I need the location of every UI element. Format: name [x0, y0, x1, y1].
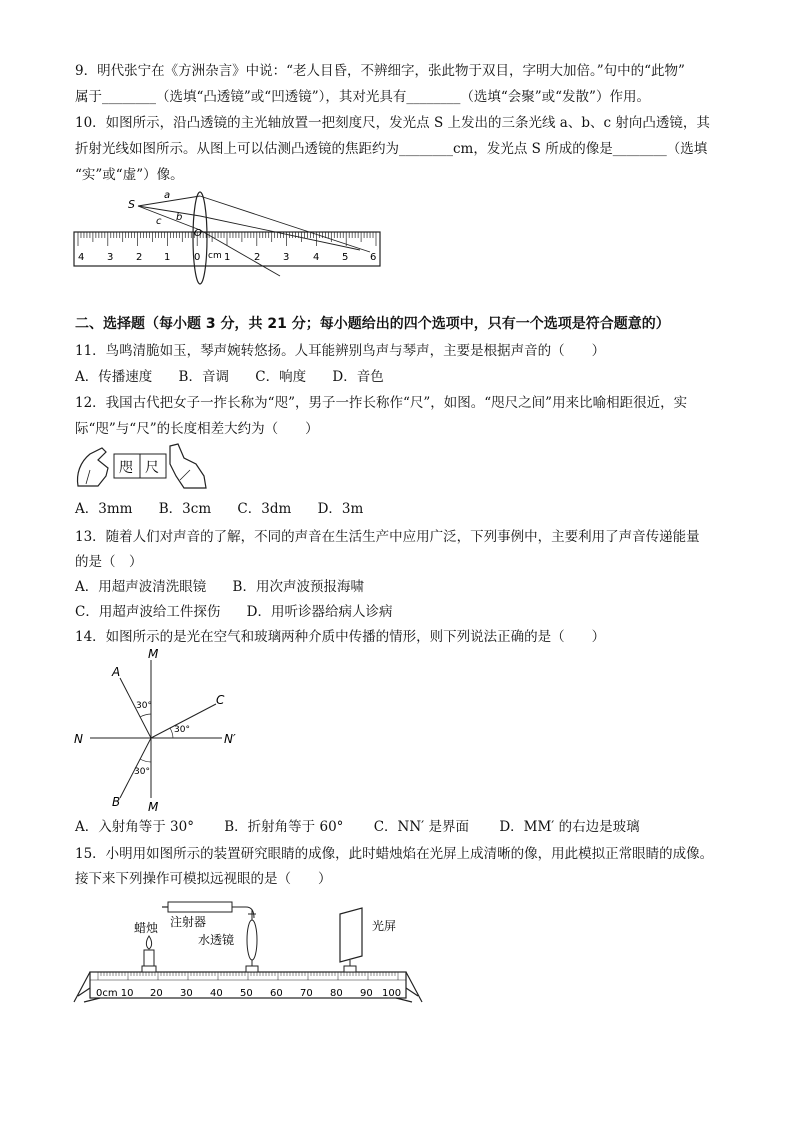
- q10-tick: 4: [78, 252, 85, 263]
- q10-tick: 4: [313, 252, 320, 263]
- q10-tick: 3: [283, 252, 290, 263]
- q14-option-c[interactable]: C．NN′ 是界面: [373, 819, 470, 835]
- q15-scale-100: 100: [382, 988, 402, 999]
- q10-tick: 1: [164, 252, 171, 263]
- q15-scale-90: 90: [360, 988, 373, 999]
- q11-option-d[interactable]: D．音色: [332, 369, 384, 385]
- q9-line2: 属于________（选填“凸透镜”或“凹透镜”），其对光具有________（选填“会聚”或“发散”）作用。: [75, 89, 650, 105]
- q15-scale-30: 30: [180, 988, 193, 999]
- q12-option-c[interactable]: C．3dm: [237, 501, 292, 517]
- q10-tick: 1: [224, 252, 231, 263]
- q10-ray-a: a: [164, 190, 171, 201]
- q14-label-M-top: M: [148, 648, 159, 661]
- q13-option-a[interactable]: A．用超声波清洗眼镜: [75, 579, 207, 595]
- q14-stem: 14．如图所示的是光在空气和玻璃两种介质中传播的情形，则下列说法正确的是（ ）: [75, 629, 606, 645]
- section2-heading: 二、选择题（每小题 3 分，共 21 分；每小题给出的四个选项中，只有一个选项是符合题意的）: [75, 316, 670, 332]
- q13-option-c[interactable]: C．用超声波给工件探伤: [75, 604, 221, 620]
- q11-stem: 11．鸟鸣清脆如玉，琴声婉转悠扬。人耳能辨别鸟声与琴声，主要是根据声音的（ ）: [75, 343, 606, 359]
- q10-ray-b: b: [176, 212, 183, 223]
- q15-label-candle: 蜡烛: [134, 921, 159, 935]
- q14-option-a[interactable]: A．入射角等于 30°: [75, 819, 194, 835]
- q13-options-row2: [75, 603, 414, 621]
- q12-option-a[interactable]: A．3mm: [75, 501, 133, 517]
- q10-tick: 2: [136, 252, 143, 263]
- q11-option-c[interactable]: C．响度: [255, 369, 307, 385]
- q9-line1: 9．明代张宁在《方洲杂言》中说：“老人目昏，不辨细字，张此物于双目，字明大加倍。”句中的“此物”: [75, 63, 685, 79]
- q15-scale-50: 50: [240, 988, 253, 999]
- q15-scale-80: 80: [330, 988, 343, 999]
- q15-scale-20: 20: [150, 988, 163, 999]
- q10-line1: 10．如图所示，沿凸透镜的主光轴放置一把刻度尺，发光点 S 上发出的三条光线 a、b、c 射向凸透镜，其: [75, 115, 710, 131]
- q11-option-a[interactable]: A．传播速度: [75, 369, 153, 385]
- q10-point-S: S: [128, 198, 135, 211]
- q14-option-d[interactable]: D．MM′ 的右边是玻璃: [499, 819, 640, 835]
- q15-eye-model-figure: [70, 892, 440, 1012]
- q14-option-b[interactable]: B．折射角等于 60°: [224, 819, 344, 835]
- q15-scale-60: 60: [270, 988, 283, 999]
- q13-option-d[interactable]: D．用听诊器给病人诊病: [246, 604, 393, 620]
- q14-label-M-bottom: M: [148, 800, 159, 813]
- q10-tick: 6: [370, 252, 377, 263]
- q12-line2: 际“咫”与“尺”的长度相差大约为（ ）: [75, 421, 319, 437]
- q10-line3: “实”或“虚”）像。: [75, 167, 184, 183]
- q10-tick: 5: [342, 252, 349, 263]
- q14-label-C: C: [216, 693, 225, 707]
- q11-option-b[interactable]: B．音调: [178, 369, 229, 385]
- q14-options: [75, 818, 662, 836]
- q14-angle-top: 30°: [136, 701, 152, 711]
- q13-line2: 的是（ ）: [75, 554, 143, 570]
- q10-center-O: O: [194, 228, 202, 239]
- q14-label-B: B: [112, 795, 121, 809]
- q15-line2: 接下来下列操作可模拟远视眼的是（ ）: [75, 871, 332, 887]
- q12-option-b[interactable]: B．3cm: [158, 501, 212, 517]
- q12-hands-figure: [72, 440, 212, 492]
- q10-unit: cm: [208, 251, 222, 261]
- q14-label-A: A: [112, 665, 121, 679]
- q12-line1: 12．我国古代把女子一拃长称为“咫”，男子一拃长称作“尺”，如图。“咫尺之间”用来比喻相距很近，实: [75, 395, 688, 411]
- q10-tick: 0: [194, 252, 201, 263]
- q13-options-row1: [75, 578, 386, 596]
- q10-lens-ruler-figure: [70, 190, 390, 290]
- q15-scale-40: 40: [210, 988, 223, 999]
- q15-label-syringe: 注射器: [170, 915, 207, 929]
- q15-label-lens: 水透镜: [198, 933, 235, 947]
- q13-option-b[interactable]: B．用次声波预报海啸: [232, 579, 364, 595]
- q10-ray-c: c: [156, 216, 162, 227]
- q15-line1: 15．小明用如图所示的装置研究眼睛的成像，此时蜡烛焰在光屏上成清晰的像，用此模拟正常眼睛的成像。: [75, 846, 714, 862]
- q12-label-zhi: 咫: [119, 460, 133, 476]
- q12-label-chi: 尺: [145, 460, 159, 476]
- q12-options: [75, 500, 385, 518]
- q14-angle-bottom: 30°: [134, 767, 150, 777]
- q10-tick: 2: [254, 252, 261, 263]
- q15-scale-70: 70: [300, 988, 313, 999]
- q10-line2: 折射光线如图所示。从图上可以估测凸透镜的焦距约为________cm，发光点 S 所成的像是________（选填: [75, 141, 708, 157]
- q10-tick: 3: [107, 252, 114, 263]
- q12-option-d[interactable]: D．3m: [317, 501, 364, 517]
- q15-scale-0: 0cm 10: [96, 988, 134, 999]
- q14-label-N-prime: N′: [224, 732, 236, 746]
- q13-line1: 13．随着人们对声音的了解，不同的声音在生活生产中应用广泛，下列事例中，主要利用了声音传递能量: [75, 529, 700, 545]
- q15-label-screen: 光屏: [372, 919, 397, 933]
- q14-label-N: N: [74, 732, 83, 746]
- q14-angle-right: 30°: [174, 725, 190, 735]
- q11-options: [75, 368, 406, 386]
- q14-refraction-figure: [68, 648, 248, 813]
